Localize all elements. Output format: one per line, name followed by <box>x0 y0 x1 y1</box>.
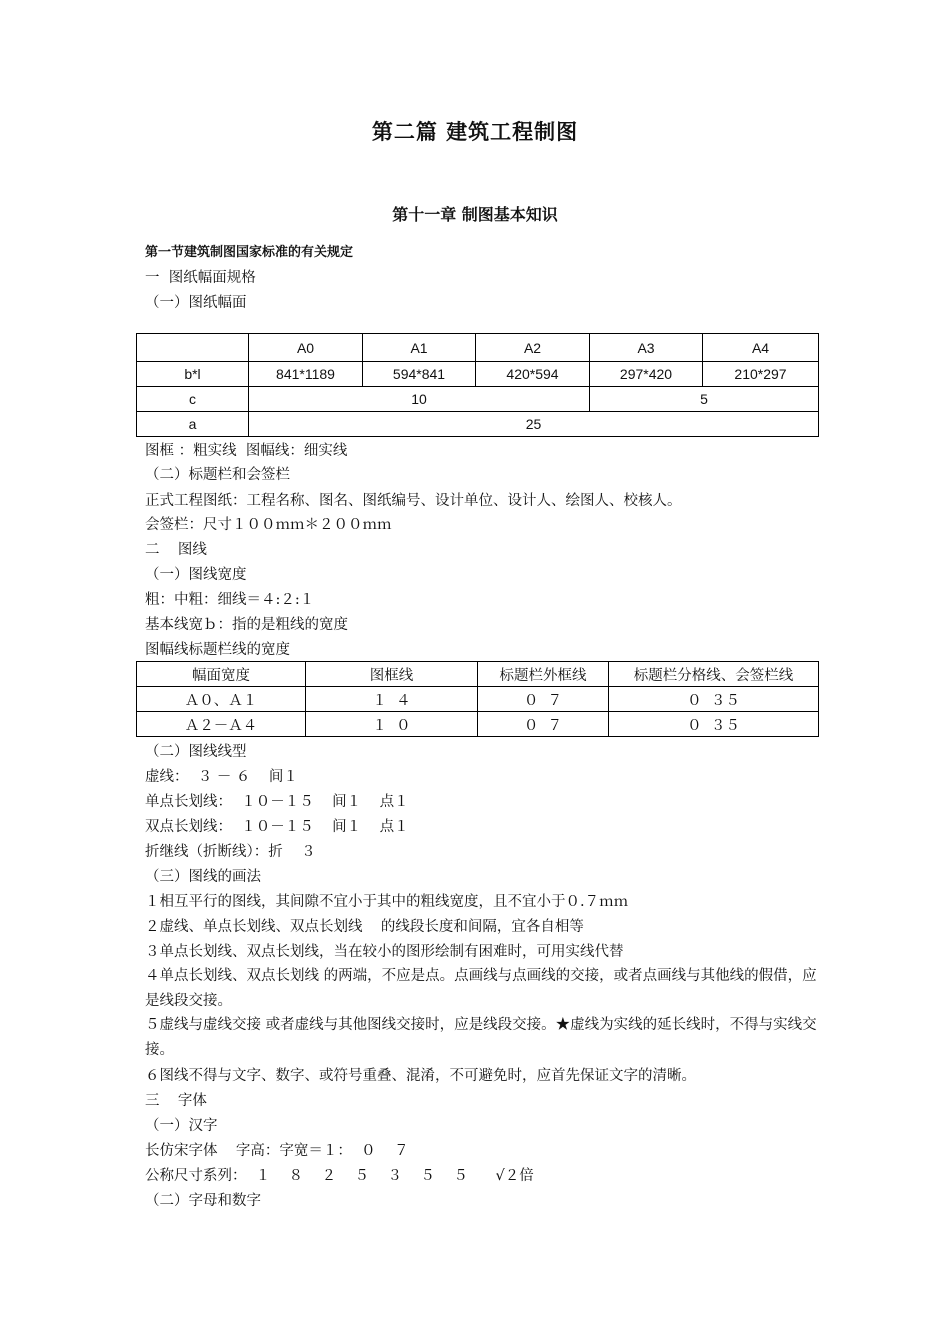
table-cell: ０ ３５ <box>609 687 819 712</box>
table-cell: 10 <box>249 387 590 412</box>
table-cell: ０ ７ <box>478 712 609 737</box>
paragraph: 图框 ：粗实线 图幅线：细实线 <box>145 443 348 459</box>
table-cell: １ ４ <box>306 687 478 712</box>
table-cell: A2 <box>476 334 590 362</box>
paragraph: 折继线（折断线）：折 ３ <box>145 844 316 860</box>
table-row <box>137 662 819 687</box>
table-row <box>137 334 819 362</box>
heading: 三 字体 <box>145 1093 207 1109</box>
paragraph: 粗：中粗：细线＝４:２:１ <box>145 592 315 608</box>
subheading: （二）图线线型 <box>145 744 247 760</box>
paragraph: 长仿宋字体 字高：字宽＝１： ０ ７ <box>145 1143 409 1159</box>
table-cell: 图框线 <box>306 662 478 687</box>
paragraph: 双点长划线： １０－１５ 间１ 点１ <box>145 819 409 835</box>
table-row <box>137 687 819 712</box>
paragraph: 虚线： ３ － ６ 间１ <box>145 769 298 785</box>
paragraph: 单点长划线： １０－１５ 间１ 点１ <box>145 794 409 810</box>
list-item: ５虚线与虚线交接 或者虚线与其他图线交接时，应是线段交接。★虚线为实线的延长线时，不得与实线交接。 <box>145 1017 817 1058</box>
paragraph: 基本线宽ｂ：指的是粗线的宽度 <box>145 617 348 633</box>
table-cell: ０ ３５ <box>609 712 819 737</box>
list-item: ３单点长划线、双点长划线，当在较小的图形绘制有困难时，可用实线代替 <box>145 944 624 960</box>
section-title: 第一节建筑制图国家标准的有关规定 <box>145 245 354 260</box>
table-cell: 5 <box>590 387 819 412</box>
table-row <box>137 387 819 412</box>
paragraph: 公称尺寸系列： １ ８ ２ ５ ３ ５ ５ √２倍 <box>145 1168 534 1184</box>
table-cell: 841*1189 <box>249 362 363 387</box>
table-cell: １ ０ <box>306 712 478 737</box>
table-cell: 594*841 <box>363 362 476 387</box>
table-row <box>137 712 819 737</box>
table-cell: 标题栏外框线 <box>478 662 609 687</box>
table-cell <box>137 334 249 362</box>
table-row <box>137 362 819 387</box>
table-row <box>137 412 819 437</box>
table-cell: A4 <box>703 334 819 362</box>
chapter-title: 第十一章 制图基本知识 <box>392 205 558 224</box>
table-cell: Ａ２－Ａ４ <box>137 712 306 737</box>
table-cell: A3 <box>590 334 703 362</box>
table-cell: 幅面宽度 <box>137 662 306 687</box>
heading: 二 图线 <box>145 542 207 558</box>
line-width-table <box>136 661 819 737</box>
table-cell: 420*594 <box>476 362 590 387</box>
paragraph: 图幅线标题栏线的宽度 <box>145 642 290 658</box>
page-title: 第二篇 建筑工程制图 <box>371 120 579 144</box>
list-item: ２虚线、单点长划线、双点长划线 的线段长度和间隔，宜各自相等 <box>145 919 584 935</box>
table-cell: 297*420 <box>590 362 703 387</box>
heading-paper-format: 一 图纸幅面规格 <box>145 270 256 286</box>
table-cell: c <box>137 387 249 412</box>
subheading: （一）汉字 <box>145 1118 218 1134</box>
table-cell: a <box>137 412 249 437</box>
table-cell: A0 <box>249 334 363 362</box>
paper-size-table <box>136 333 819 437</box>
paragraph: 会签栏：尺寸１００ｍｍ＊２００ｍｍ <box>145 517 392 533</box>
list-item: ４单点长划线、双点长划线 的两端，不应是点。点画线与点画线的交接，或者点画线与其他线的假借，应是线段交接。 <box>145 968 817 1009</box>
table-cell: 210*297 <box>703 362 819 387</box>
table-cell: Ａ０、Ａ１ <box>137 687 306 712</box>
subheading: （二）标题栏和会签栏 <box>145 467 290 483</box>
subheading: （二）字母和数字 <box>145 1193 261 1209</box>
table-cell: b*l <box>137 362 249 387</box>
subheading-paper-size: （一）图纸幅面 <box>145 295 247 311</box>
list-item: １相互平行的图线，其间隙不宜小于其中的粗线宽度，且不宜小于０.７ｍｍ <box>145 894 629 910</box>
subheading: （一）图线宽度 <box>145 567 247 583</box>
table-cell: 标题栏分格线、会签栏线 <box>609 662 819 687</box>
paragraph: 正式工程图纸：工程名称、图名、图纸编号、设计单位、设计人、绘图人、校核人。 <box>145 493 682 509</box>
table-cell: A1 <box>363 334 476 362</box>
table-cell: 25 <box>249 412 819 437</box>
table-cell: ０ ７ <box>478 687 609 712</box>
list-item: ６图线不得与文字、数字、或符号重叠、混淆，不可避免时，应首先保证文字的清晰。 <box>145 1068 696 1084</box>
subheading: （三）图线的画法 <box>145 869 261 885</box>
